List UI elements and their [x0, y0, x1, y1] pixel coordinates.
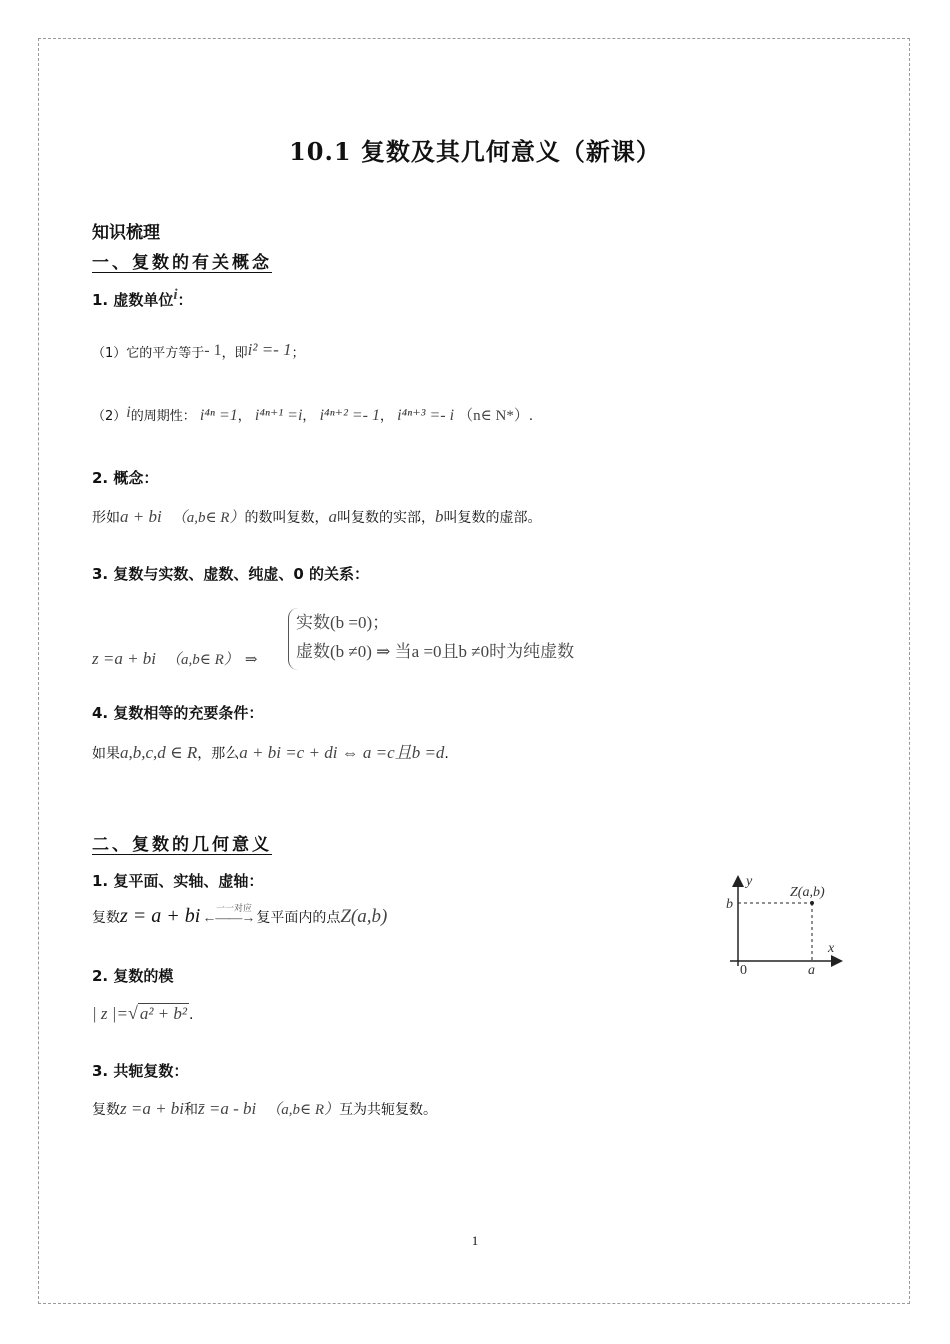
- concept-p1: 形如: [92, 510, 120, 526]
- periodicity-sep-2: ，: [302, 409, 316, 424]
- correspondence-p2: 复平面内的点: [256, 910, 341, 926]
- relation-lhs: z =a + bi: [92, 649, 157, 668]
- square-prefix: （1）它的平方等于: [92, 346, 205, 361]
- point-z: [810, 901, 814, 905]
- imaginary-unit-heading: [92, 287, 193, 310]
- concept-real-var: a: [328, 507, 337, 526]
- b-tick-label: b: [726, 897, 733, 912]
- modulus-heading: 2. 复数的模: [92, 967, 174, 985]
- periodicity-formula-2: i⁴ⁿ⁺¹ =i: [254, 407, 303, 424]
- periodicity-formula-1: i⁴ⁿ =1: [199, 407, 238, 424]
- imaginary-unit-heading-colon: ：: [177, 291, 193, 309]
- x-axis-label: x: [828, 941, 835, 956]
- relation-case-real: 实数(b =0)；: [296, 613, 390, 632]
- page-title: 10.1 复数及其几何意义（新课）: [289, 137, 661, 166]
- relation-heading: 3. 复数与实数、虚数、纯虚、0 的关系：: [92, 565, 370, 583]
- periodicity-label: 的周期性：: [130, 409, 196, 424]
- equality-line: [92, 738, 449, 763]
- square-value: - 1: [204, 342, 222, 359]
- periodicity-suffix: .: [528, 409, 533, 424]
- modulus-radicand: a² + b²: [139, 1004, 187, 1023]
- conjugate-line: [92, 1098, 437, 1119]
- a-tick-label: a: [808, 963, 815, 978]
- concept-line: [92, 506, 541, 527]
- correspondence-arrow-label: 一一对应: [216, 903, 253, 913]
- y-axis-label: y: [746, 874, 753, 889]
- equality-p3: .: [444, 746, 449, 762]
- concept-p3: 叫复数的实部，: [336, 510, 435, 526]
- modulus-formula: [92, 1003, 193, 1024]
- conjugate-p2: 和: [184, 1102, 199, 1118]
- periodicity-sep-3: ，: [380, 409, 394, 424]
- complex-plane-heading: 1. 复平面、实轴、虚轴：: [92, 872, 264, 890]
- correspondence-arrow: ←——→: [202, 911, 255, 926]
- origin-label: 0: [740, 963, 747, 978]
- conjugate-z: z =a + bi: [120, 1099, 185, 1118]
- conjugate-zbar: z̄ =a - bi: [198, 1099, 257, 1118]
- concept-heading: 2. 概念：: [92, 469, 159, 487]
- relation-condition: （a,b∈ R）: [166, 652, 239, 668]
- square-middle: ，即: [221, 346, 248, 361]
- correspondence-point: Z(a,b): [340, 906, 388, 927]
- periodicity-formula-3: i⁴ⁿ⁺² =- 1: [319, 407, 380, 424]
- equality-heading: 4. 复数相等的充要条件：: [92, 704, 264, 722]
- equality-formula: a + bi =c + di ⇔ a =c且b =d: [239, 743, 445, 762]
- square-formula: i² =- 1: [247, 340, 292, 359]
- modulus-suffix: .: [189, 1007, 194, 1023]
- point-z-label: Z(a,b): [790, 885, 825, 900]
- concept-condition: （a,b∈ R）: [171, 510, 245, 526]
- conjugate-p1: 复数: [92, 1102, 120, 1118]
- section2-heading: 二、复数的几何意义: [92, 835, 272, 855]
- periodicity-condition: （n∈ N*）: [458, 408, 529, 424]
- concept-p2: 的数叫复数，: [244, 510, 329, 526]
- equality-p2: ，那么: [197, 746, 240, 762]
- page-number: 1: [471, 1233, 479, 1248]
- imaginary-unit-heading-text: 1. 虚数单位: [92, 291, 174, 309]
- periodicity-line: [92, 404, 533, 425]
- square-suffix: ；: [291, 346, 305, 361]
- relation-cases: [288, 608, 574, 670]
- complex-plane-diagram: [722, 868, 852, 980]
- periodicity-var: i: [126, 404, 131, 421]
- sqrt-symbol: √: [127, 1003, 138, 1023]
- section1-heading: 一、复数的有关概念: [92, 253, 272, 273]
- conjugate-p3: 互为共轭复数。: [339, 1102, 438, 1118]
- periodicity-sep-1: ，: [237, 409, 251, 424]
- conjugate-condition: （a,b∈ R）: [266, 1102, 340, 1118]
- relation-arrow: ⇒: [244, 652, 258, 668]
- square-property-line: [92, 340, 305, 361]
- modulus-lhs: | z |=: [92, 1004, 128, 1023]
- equality-p1: 如果: [92, 746, 120, 762]
- concept-imag-var: b: [434, 507, 444, 526]
- periodicity-formula-4: i⁴ⁿ⁺³ =- i: [397, 407, 455, 424]
- equality-vars: a,b,c,d ∈ R: [120, 743, 198, 762]
- knowledge-heading: 知识梳理: [92, 223, 160, 243]
- relation-case-imag: 虚数(b ≠0) ⇒ 当a =0且b ≠0时为纯虚数: [296, 642, 575, 661]
- correspondence-p1: 复数: [92, 910, 120, 926]
- periodicity-prefix: （2）: [92, 409, 127, 424]
- relation-lhs-line: [92, 648, 257, 669]
- imaginary-unit-var: i: [173, 287, 178, 303]
- correspondence-z: z = a + bi: [120, 905, 201, 927]
- concept-form: a + bi: [120, 507, 162, 526]
- concept-p4: 叫复数的虚部。: [443, 510, 542, 526]
- conjugate-heading: 3. 共轭复数：: [92, 1062, 189, 1080]
